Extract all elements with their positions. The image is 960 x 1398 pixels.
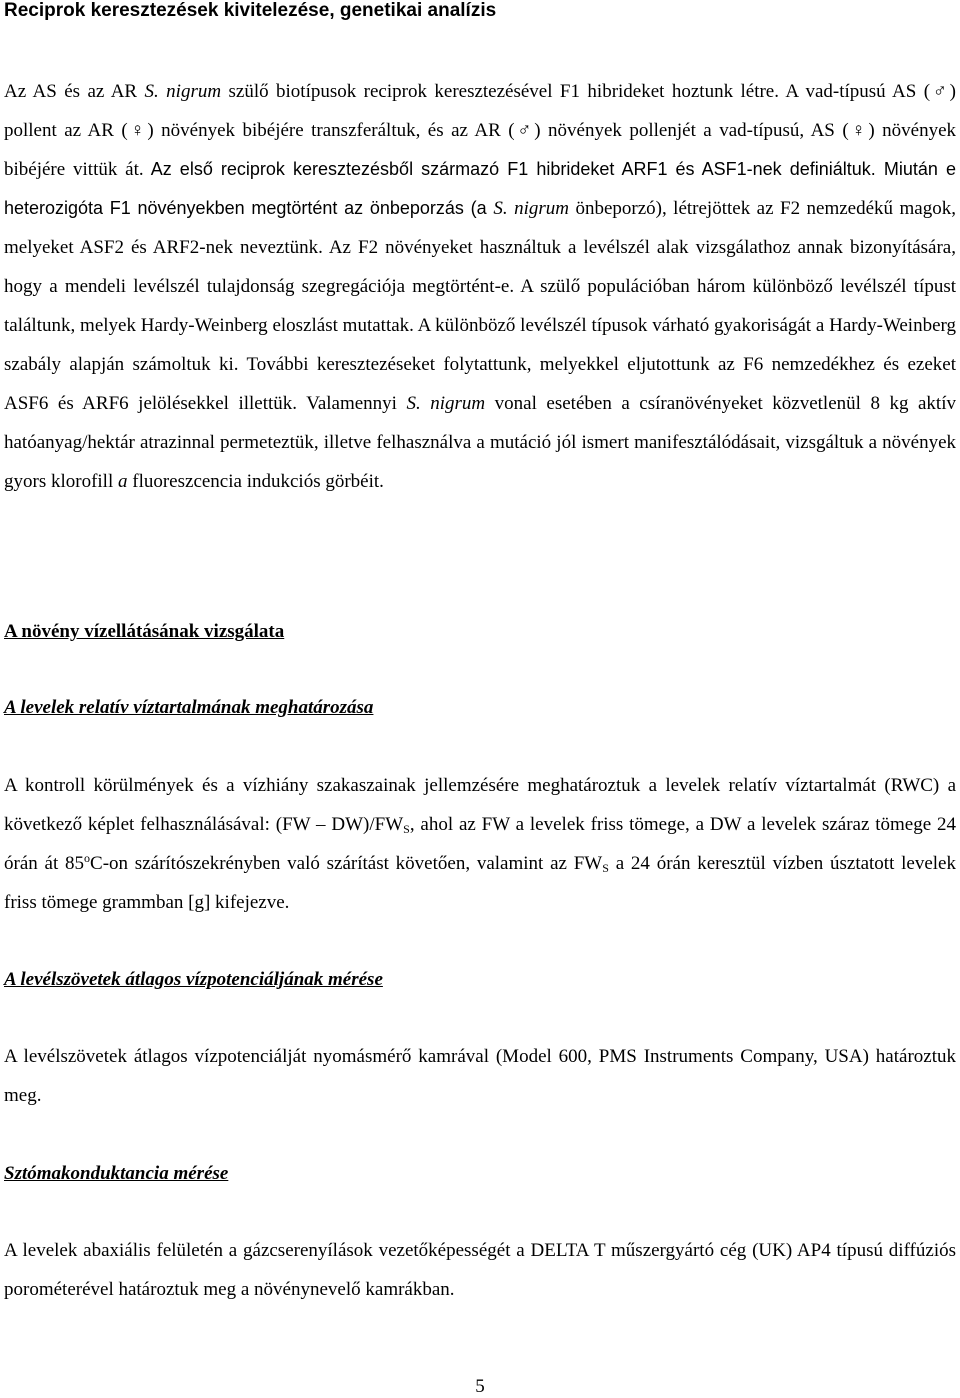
text-run: C-on szárítószekrényben való szárítást követően, valamint az FW [90,853,603,874]
subsection-heading-rwc: A levelek relatív víztartalmának meghatározása [4,697,374,718]
section-title-reciprocal-crosses: Reciprok keresztezések kivitelezése, genetikai analízis [4,0,497,21]
text-run: A kontroll körülmények és a vízhiány szakaszainak jellemzésére meghatároztuk a levelek relatív víztartalmát (RWC) a következő képlet felhasználásával: (FW – DW)/FW [4,775,956,835]
text-run: fluoreszcencia indukciós görbéit. [127,471,384,492]
species-name: S. nigrum [406,393,486,414]
section-title-water-supply: A növény vízellátásának vizsgálata [4,621,285,642]
paragraph-reciprocal-crosses [4,72,956,501]
subscript: S [403,822,410,836]
subsection-heading-water-potential: A levélszövetek átlagos vízpotenciáljának mérése [4,969,383,990]
chlorophyll-a-italic: a [118,471,128,492]
paragraph-rwc [4,766,956,922]
text-run: a 24 órán keresztül vízben úsztatott levelek friss tömege grammban [g] kifejezve. [4,853,956,913]
subsection-heading-stomatal-conductance: Sztómakonduktancia mérése [4,1163,229,1184]
text-run-sans: Az első reciprok keresztezésből származó F1 hibrideket ARF1 és ASF1-nek definiáltuk. Miután e heterozigóta F1 növényekben megtörtént az önbeporzás (a [4,159,956,218]
text-run: szülő biotípusok reciprok keresztezésével F1 hibrideket hoztunk létre. A vad-típusú AS (♂) pollent az AR (♀) növények bibéjére transzferáltuk, és az AR (♂) növények pollenjét a vad-típusú, AS (♀) növények bibéjére vittük át. [4,81,956,180]
text-run: , ahol az FW a levelek friss tömege, a DW a levelek száraz tömege 24 órán át 85 [4,814,956,874]
superscript: o [84,851,91,865]
page-number: 5 [475,1376,485,1397]
species-name: S. nigrum [493,198,569,219]
species-name: S. nigrum [144,81,222,102]
text-run: önbeporzó), létrejöttek az F2 nemzedékű magok, melyeket ASF2 és ARF2-nek neveztünk. Az F2 növényeket használtuk a levélszél alak vizsgálathoz annak bizonyítására, hogy a mendeli levélszél tulajdonság szegregációja megtörtént-e. A szülő populációban három különböző levélszél típust találtunk, melyek Hardy-Weinberg eloszlást mutattak. A különböző levélszél típusok várható gyakoriságát a Hardy-Weinberg szabály alapján számoltuk ki. További keresztezéseket folytattunk, melyekkel eljutottunk az F6 nemzedékhez és ezeket ASF6 és ARF6 jelölésekkel illettük. Valamennyi [4,198,956,414]
text-run: vonal esetében a csíranövényeket közvetlenül 8 kg aktív hatóanyag/hektár atrazinnal permeteztük, illetve felhasználva a mutáció jól ismert manifesztálódásait, vizsgáltuk a növények gyors klorofill [4,393,956,492]
subscript: S [602,861,609,875]
text-run: Az AS és az AR [4,81,145,102]
paragraph-water-potential: A levélszövetek átlagos vízpotenciálját nyomásmérő kamrával (Model 600, PMS Instruments Company, USA) határoztuk meg. [4,1046,956,1106]
paragraph-stomatal-conductance: A levelek abaxiális felületén a gázcserenyílások vezetőképességét a DELTA T műszergyártó cég (UK) AP4 típusú diffúziós porométerével határoztuk meg a növénynevelő kamrákban. [4,1240,956,1300]
